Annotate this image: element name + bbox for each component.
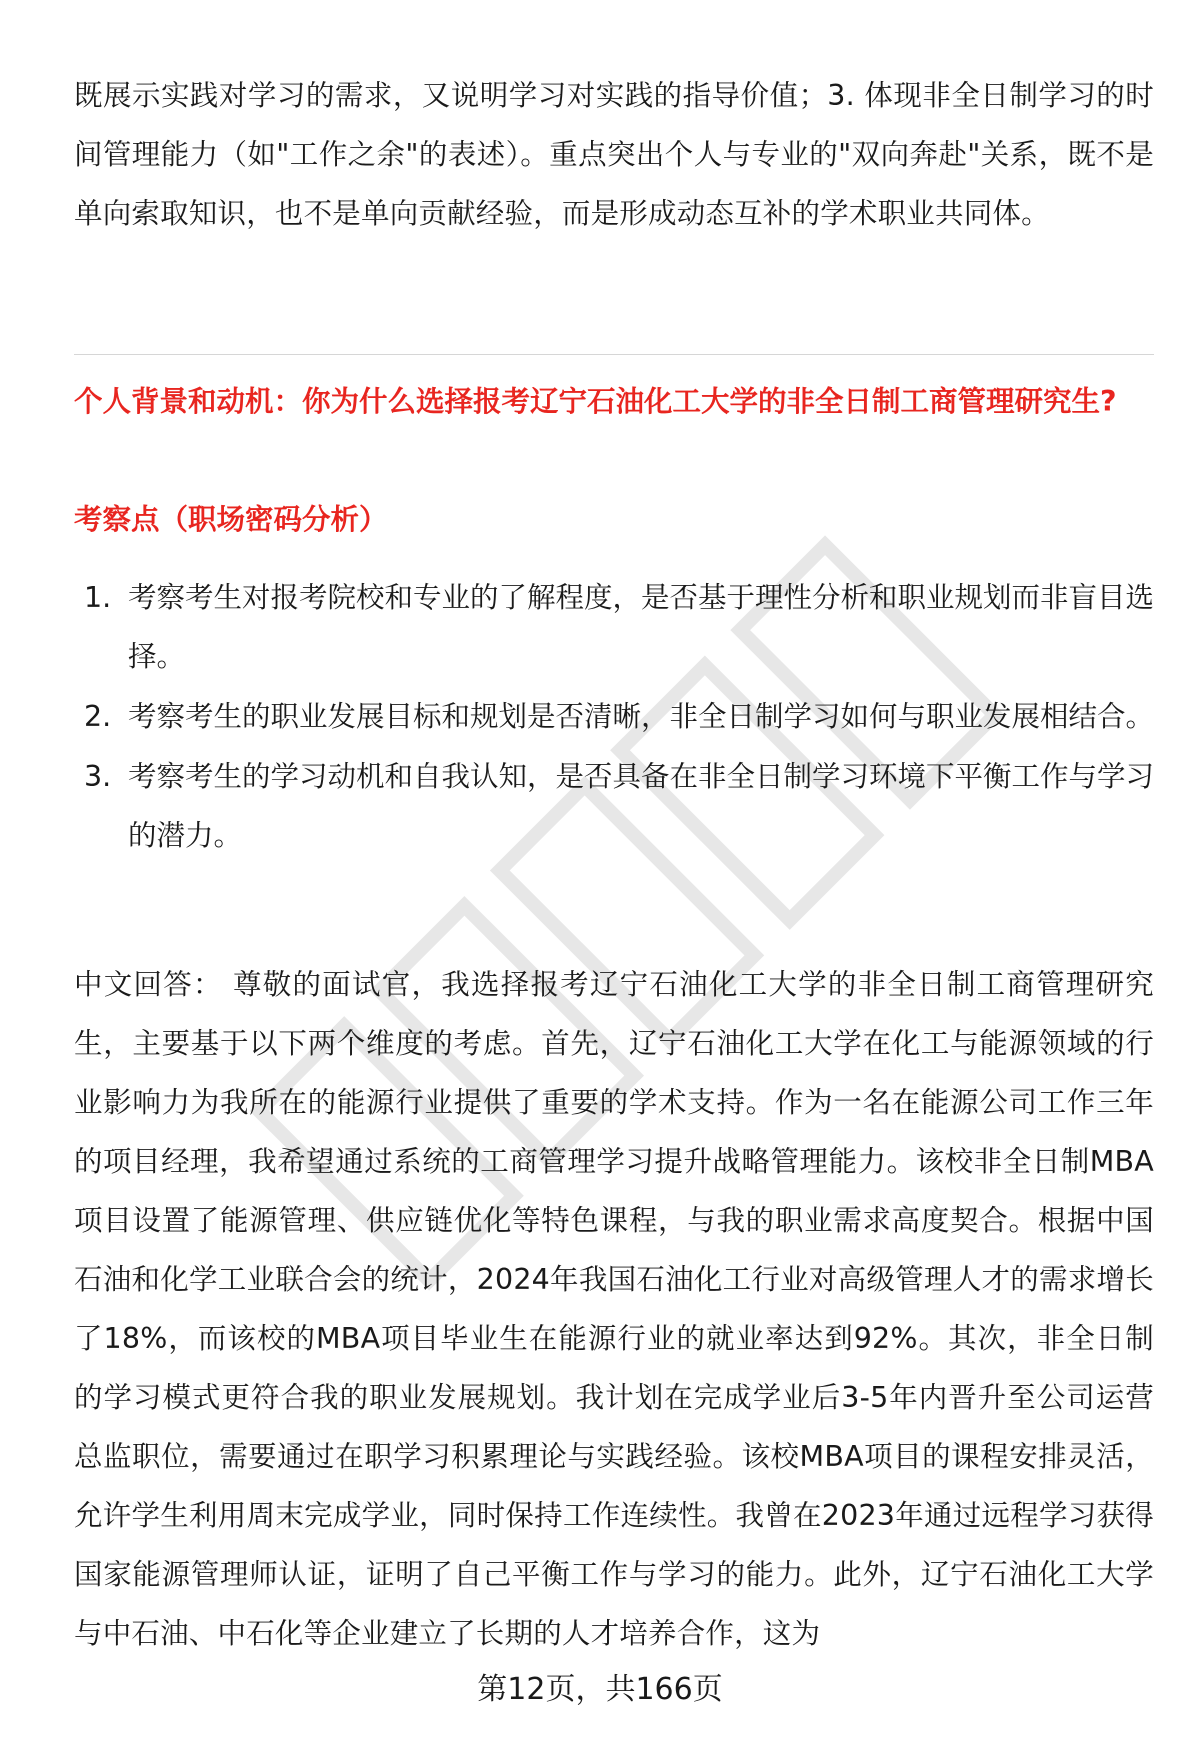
section-heading: 考察点（职场密码分析）	[74, 503, 388, 536]
list-item-number: 1.	[84, 581, 112, 614]
list-item	[74, 747, 1154, 865]
list-item	[74, 568, 1154, 686]
list-item-text: 考察考生对报考院校和专业的了解程度，是否基于理性分析和职业规划而非盲目选择。	[128, 581, 1155, 673]
list-item-number: 2.	[84, 700, 112, 733]
page-number: 第12页，共166页	[477, 1672, 723, 1707]
answer-paragraph: 中文回答： 尊敬的面试官，我选择报考辽宁石油化工大学的非全日制工商管理研究生，主要基于以下两个维度的考虑。首先，辽宁石油化工大学在化工与能源领域的行业影响力为我所在的能源行业提供了重要的学术支持。作为一名在能源公司工作三年的项目经理，我希望通过系统的工商管理学习提升战略管理能力。该校非全日制MBA项目设置了能源管理、供应链优化等特色课程，与我的职业需求高度契合。根据中国石油和化学工业联合会的统计，2024年我国石油化工行业对高级管理人才的需求增长了18%，而该校的MBA项目毕业生在能源行业的就业率达到92%。其次，非全日制的学习模式更符合我的职业发展规划。我计划在完成学业后3-5年内晋升至公司运营总监职位，需要通过在职学习积累理论与实践经验。该校MBA项目的课程安排灵活，允许学生利用周末完成学业，同时保持工作连续性。我曾在2023年通过远程学习获得国家能源管理师认证，证明了自己平衡工作与学习的能力。此外，辽宁石油化工大学与中石油、中石化等企业建立了长期的人才培养合作，这为	[74, 968, 1154, 1650]
list-item-text: 考察考生的学习动机和自我认知，是否具备在非全日制学习环境下平衡工作与学习的潜力。	[128, 760, 1155, 852]
section-divider	[74, 354, 1154, 355]
interview-question: 个人背景和动机：你为什么选择报考辽宁石油化工大学的非全日制工商管理研究生?	[74, 385, 1117, 418]
intro-paragraph: 既展示实践对学习的需求，又说明学习对实践的指导价值；3. 体现非全日制学习的时间管理能力（如"工作之余"的表述）。重点突出个人与专业的"双向奔赴"关系，既不是单向索取知识，也不是单向贡献经验，而是形成动态互补的学术职业共同体。	[74, 79, 1154, 230]
assessment-points-list	[74, 568, 1154, 866]
list-item	[74, 687, 1154, 746]
list-item-text: 考察考生的职业发展目标和规划是否清晰，非全日制学习如何与职业发展相结合。	[128, 700, 1155, 733]
list-item-number: 3.	[84, 760, 112, 793]
